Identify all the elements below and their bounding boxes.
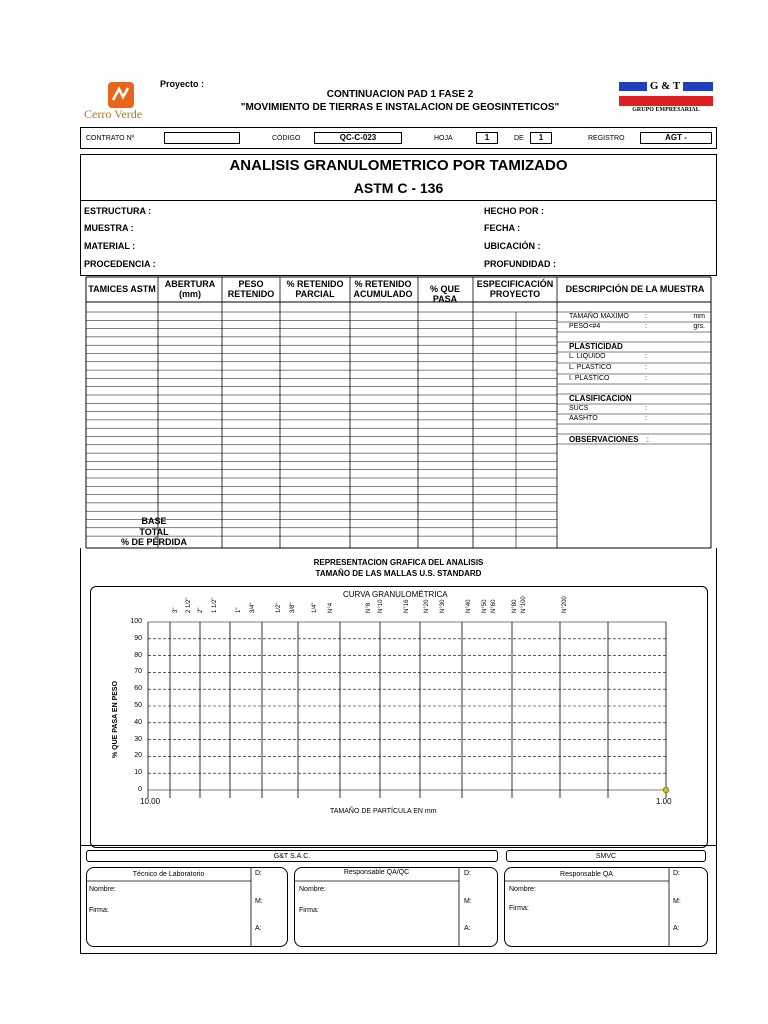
tecnico-nombre: Nombre: (89, 886, 116, 893)
qa-d: D: (673, 870, 680, 877)
colon: : (645, 415, 647, 422)
data-point (663, 787, 669, 793)
sieve-tick-label: 2" (198, 607, 204, 613)
desc-aashto-label: AASHTO (569, 415, 598, 422)
sieve-tick-label: N°30 (440, 599, 446, 613)
report-title: ANALISIS GRANULOMETRICO POR TAMIZADO (229, 157, 568, 174)
colon: : (645, 364, 647, 371)
row-base: BASE (141, 516, 167, 526)
y-tick-label: 100 (130, 618, 142, 625)
y-tick-label: 40 (134, 718, 142, 726)
qa-firma: Firma: (509, 905, 529, 912)
registro-field[interactable]: AGT - (640, 132, 712, 144)
sieve-tick-label: 1 1/2" (212, 597, 218, 613)
desc-peso-unit: grs. (693, 323, 705, 330)
sieve-tick-label: 2 1/2" (186, 597, 192, 613)
desc-sucs-label: SUCS (569, 405, 589, 412)
estructura-label: ESTRUCTURA : (84, 206, 152, 216)
sieve-tick-label: 3/4" (250, 602, 256, 613)
sieve-tick-label: N°8 (366, 602, 372, 613)
sieve-tick-label: 1/4" (312, 602, 318, 613)
y-tick-label: 80 (134, 651, 142, 659)
col-ret-acum: % RETENIDO ACUMULADO (353, 279, 413, 299)
gt-logo-subtitle: GRUPO EMPRESARIAL (632, 107, 700, 113)
ubicacion-label: UBICACIÓN : (484, 241, 541, 251)
col-especificacion: ESPECIFICACIÓN PROYECTO (476, 279, 554, 299)
qaqc-firma: Firma: (299, 907, 319, 914)
tecnico-label: Técnico de Laboratorio (132, 871, 205, 878)
desc-tamano-unit: mm (693, 313, 705, 320)
desc-peso4-label: PESO<#4 (569, 323, 601, 330)
graph-xlabel: TAMAÑO DE PARTÍCULA EN mm (330, 808, 437, 815)
sieve-tick-label: N°10 (378, 599, 384, 613)
project-title-line1: CONTINUACION PAD 1 FASE 2 (326, 89, 474, 100)
sieve-tick-label: 3/8" (290, 602, 296, 613)
sieve-tick-label: N°60 (491, 599, 497, 613)
profundidad-label: PROFUNDIDAD : (484, 259, 556, 269)
y-tick-label: 60 (134, 685, 142, 693)
curve-title: CURVA GRANULOMÉTRICA (343, 590, 448, 599)
row-perdida: % DE PÉRDIDA (120, 537, 187, 547)
contrato-label: CONTRATO Nº (86, 135, 135, 142)
y-tick-label: 50 (134, 702, 142, 709)
company-right-text: SMVC (595, 853, 617, 860)
desc-i-plastico-label: I. PLASTICO (569, 375, 610, 382)
desc-l-plastico-label: L. PLASTICO (569, 364, 612, 371)
desc-observaciones-label: OBSERVACIONES (569, 435, 639, 444)
graph-title2: TAMAÑO DE LAS MALLAS U.S. STANDARD (315, 569, 482, 578)
y-tick-label: 90 (134, 634, 142, 642)
tecnico-firma: Firma: (89, 907, 109, 914)
fecha-label: FECHA : (484, 223, 521, 233)
sieve-tick-label: N°50 (482, 599, 488, 613)
hoja-label: HOJA (434, 135, 453, 142)
desc-plasticidad: PLASTICIDAD (569, 342, 623, 351)
codigo-field[interactable]: QC-C-023 (314, 132, 402, 144)
sieve-tick-label: 1/2" (276, 602, 282, 613)
colon: : (645, 353, 647, 360)
hecho-por-label: HECHO POR : (484, 206, 545, 216)
tecnico-a: A: (255, 925, 262, 932)
y-tick-label: 10 (134, 769, 142, 777)
registro-label: REGISTRO (588, 135, 625, 142)
qaqc-label: Responsable QA/QC (343, 869, 410, 876)
y-tick-label: 70 (134, 668, 142, 676)
codigo-label: CÓDIGO (272, 135, 301, 142)
col-ret-parcial: % RETENIDO PARCIAL (286, 279, 344, 299)
muestra-label: MUESTRA : (84, 223, 134, 233)
desc-clasificacion: CLASIFICACION (569, 394, 632, 403)
procedencia-label: PROCEDENCIA : (84, 259, 156, 269)
proyecto-label: Proyecto : (160, 79, 205, 89)
desc-l-liquido-label: L. LIQUIDO (569, 353, 606, 360)
qa-m: M: (673, 898, 681, 905)
de-field[interactable]: 1 (530, 132, 552, 144)
sieve-tick-label: N°200 (562, 596, 568, 613)
gt-logo-text: G & T (649, 80, 681, 92)
material-label: MATERIAL : (84, 241, 136, 251)
y-tick-label: 0 (138, 786, 142, 793)
y-tick-label: 30 (134, 735, 142, 743)
tecnico-d: D: (255, 870, 262, 877)
graph-ylabel: % QUE PASA EN PESO (112, 680, 119, 758)
col-que-pasa: % QUE PASA (429, 284, 460, 304)
colon: : (645, 313, 647, 320)
sieve-tick-label: N°16 (404, 599, 410, 613)
qaqc-nombre: Nombre: (299, 886, 326, 893)
company-left-text: G&T S.A.C. (273, 853, 311, 860)
tecnico-m: M: (255, 898, 263, 905)
colon: : (646, 435, 649, 444)
sieve-tick-label: N°80 (512, 599, 518, 613)
sieve-tick-label: 3" (173, 607, 179, 613)
colon: : (645, 375, 647, 382)
col-descripcion: DESCRIPCIÓN DE LA MUESTRA (565, 284, 705, 294)
desc-tamano-label: TAMAÑO MAXIMO (569, 313, 629, 320)
qaqc-m: M: (464, 898, 472, 905)
project-title-line2: "MOVIMIENTO DE TIERRAS E INSTALACION DE GEOSINTETICOS" (240, 102, 560, 113)
sieve-tick-label: N°20 (424, 599, 430, 613)
y-tick-label: 20 (134, 752, 142, 760)
col-tamices: TAMICES ASTM (88, 284, 156, 294)
sieve-tick-label: N°100 (521, 596, 527, 613)
sieve-tick-label: 1" (236, 607, 242, 613)
graph-title1: REPRESENTACION GRAFICA DEL ANALISIS (313, 558, 484, 567)
sieve-tick-label: N°4 (328, 602, 334, 613)
graph-x-right: 1.00 (656, 797, 672, 806)
cerro-verde-logo-text: Cerro Verde (84, 107, 143, 121)
qaqc-a: A: (464, 925, 471, 932)
colon: : (645, 405, 647, 412)
col-abertura: ABERTURA (mm) (164, 279, 216, 299)
qa-label: Responsable QA (560, 871, 613, 878)
colon: : (645, 323, 647, 330)
qaqc-d: D: (464, 870, 471, 877)
de-label: DE (514, 135, 524, 142)
qa-nombre: Nombre: (509, 886, 536, 893)
sieve-tick-label: N°40 (466, 599, 472, 613)
graph-x-left: 10.00 (140, 797, 161, 806)
col-peso: PESO RETENIDO (227, 279, 275, 299)
hoja-field[interactable]: 1 (476, 132, 498, 144)
qa-a: A: (673, 925, 680, 932)
row-total: TOTAL (139, 527, 169, 537)
report-standard: ASTM C - 136 (353, 180, 444, 196)
